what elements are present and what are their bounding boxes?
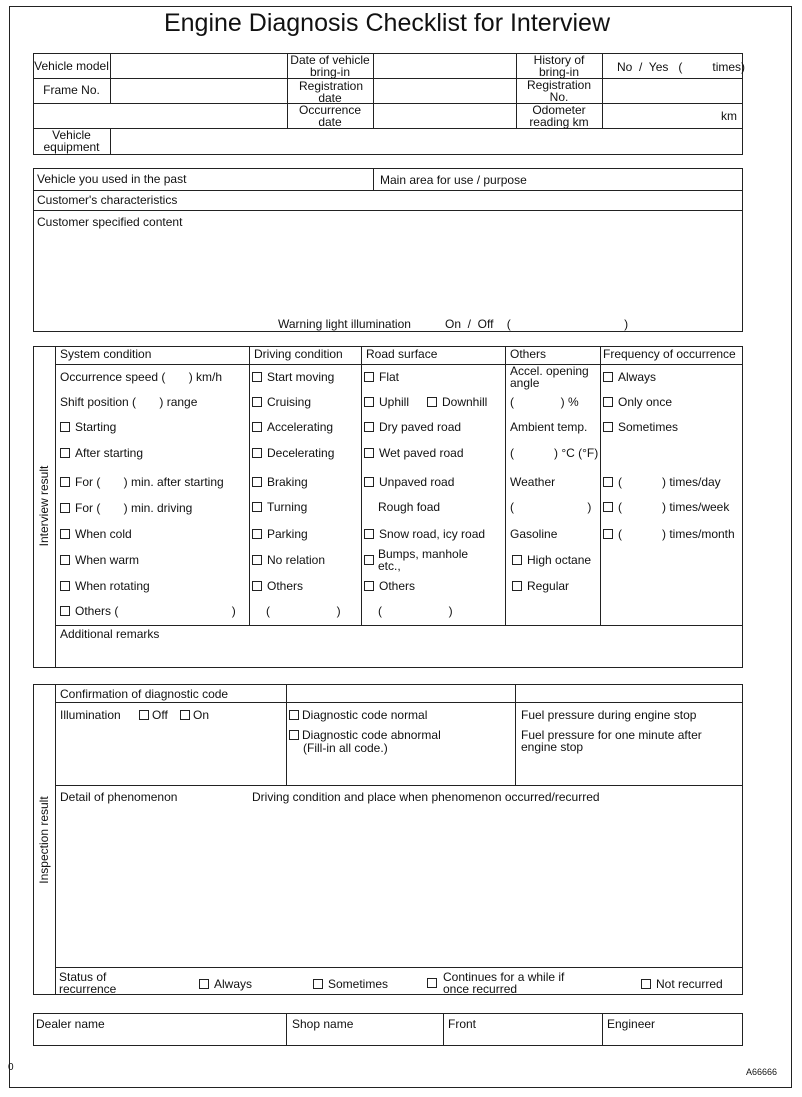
- registration-no-label: Registration No.: [526, 78, 592, 104]
- checkbox[interactable]: [641, 979, 651, 989]
- ambient-temp-value: ( ) °C (°F): [510, 446, 599, 460]
- checkbox[interactable]: [603, 397, 613, 407]
- checkbox[interactable]: [252, 372, 262, 382]
- occurrence-speed: Occurrence speed ( ) km/h: [60, 370, 223, 384]
- checkbox[interactable]: [603, 422, 613, 432]
- checkbox[interactable]: [60, 555, 70, 565]
- option-unpaved[interactable]: Unpaved road: [364, 476, 454, 489]
- engineer-label: Engineer: [607, 1017, 656, 1031]
- accel-opening-label: Accel. opening angle: [510, 364, 589, 390]
- option-min-after-starting[interactable]: For ( ) min. after starting: [60, 476, 224, 489]
- option-downhill[interactable]: Downhill: [427, 396, 487, 409]
- option-sometimes[interactable]: Sometimes: [603, 421, 678, 434]
- confirmation-label: Confirmation of diagnostic code: [60, 687, 229, 701]
- option-turning[interactable]: Turning: [252, 501, 307, 514]
- illumination-label: Illumination: [60, 708, 121, 722]
- option-accelerating[interactable]: Accelerating: [252, 421, 333, 434]
- option-start-moving[interactable]: Start moving: [252, 371, 334, 384]
- checkbox[interactable]: [364, 529, 374, 539]
- checkbox[interactable]: [289, 730, 299, 740]
- vehicle-equipment-label: Vehicle equipment: [43, 128, 100, 154]
- history-value: No / Yes ( times): [617, 60, 746, 74]
- option-times-day[interactable]: ( ) times/day: [603, 476, 721, 489]
- header-others: Others: [510, 347, 547, 361]
- checkbox[interactable]: [364, 372, 374, 382]
- option-only-once[interactable]: Only once: [603, 396, 672, 409]
- option-driving-others[interactable]: Others: [252, 580, 303, 593]
- checkbox[interactable]: [252, 448, 262, 458]
- frame-no-label: Frame No.: [43, 83, 100, 97]
- road-others-blank: ( ): [378, 604, 453, 618]
- checkbox[interactable]: [427, 978, 437, 988]
- warning-light-value: On / Off ( ): [445, 317, 629, 331]
- warning-light-label: Warning light illumination: [278, 317, 411, 331]
- option-flat[interactable]: Flat: [364, 371, 399, 384]
- option-not-recurred[interactable]: Not recurred: [641, 978, 723, 991]
- checkbox[interactable]: [252, 502, 262, 512]
- checkbox[interactable]: [60, 422, 70, 432]
- option-regular[interactable]: Regular: [512, 580, 569, 593]
- km-unit: km: [721, 109, 737, 123]
- option-starting[interactable]: Starting: [60, 421, 116, 434]
- edge-mark: 0: [8, 1062, 14, 1073]
- fill-in-note: (Fill-in all code.): [303, 741, 388, 755]
- fuel-stop-label: Fuel pressure during engine stop: [521, 708, 697, 722]
- detail-phenomenon-label: Detail of phenomenon: [60, 790, 178, 804]
- option-uphill[interactable]: Uphill: [364, 396, 409, 409]
- checkbox[interactable]: [60, 606, 70, 616]
- inspection-side-label: Inspection result: [37, 796, 51, 884]
- vehicle-past-label: Vehicle you used in the past: [37, 172, 187, 186]
- option-always[interactable]: Always: [603, 371, 656, 384]
- odometer-label: Odometer reading km: [529, 103, 589, 129]
- front-label: Front: [448, 1017, 477, 1031]
- option-braking[interactable]: Braking: [252, 476, 308, 489]
- option-no-relation[interactable]: No relation: [252, 554, 325, 567]
- accel-opening-value: ( ) %: [510, 395, 579, 409]
- option-after-starting[interactable]: After starting: [60, 447, 143, 460]
- option-code-abnormal[interactable]: Diagnostic code abnormal: [289, 729, 441, 742]
- option-when-cold[interactable]: When cold: [60, 528, 132, 541]
- option-code-normal[interactable]: Diagnostic code normal: [289, 709, 427, 722]
- driving-others-blank: ( ): [266, 604, 341, 618]
- date-bring-in-label: Date of vehicle bring-in: [290, 53, 370, 79]
- driving-place-label: Driving condition and place when phenomenon occurred/recurred: [252, 790, 600, 804]
- additional-remarks-label: Additional remarks: [60, 627, 160, 641]
- option-parking[interactable]: Parking: [252, 528, 308, 541]
- option-bumps[interactable]: Bumps, manhole etc.,: [364, 548, 494, 572]
- checkbox[interactable]: [252, 477, 262, 487]
- checkbox[interactable]: [364, 581, 374, 591]
- ambient-temp-label: Ambient temp.: [510, 420, 588, 434]
- option-when-rotating[interactable]: When rotating: [60, 580, 150, 593]
- option-road-others[interactable]: Others: [364, 580, 415, 593]
- checkbox[interactable]: [199, 979, 209, 989]
- header-frequency: Frequency of occurrence: [603, 347, 736, 361]
- main-area-label: Main area for use / purpose: [380, 173, 527, 187]
- checkbox[interactable]: [603, 372, 613, 382]
- header-driving-condition: Driving condition: [254, 347, 343, 361]
- checkbox[interactable]: [364, 477, 374, 487]
- checkbox[interactable]: [364, 397, 374, 407]
- customer-characteristics-label: Customer's characteristics: [37, 193, 178, 207]
- registration-date-label: Registration date: [299, 79, 364, 105]
- checkbox[interactable]: [180, 710, 190, 720]
- weather-value: ( ): [510, 500, 592, 514]
- checkbox[interactable]: [427, 397, 437, 407]
- figure-code: A66666: [746, 1067, 778, 1077]
- checkbox[interactable]: [603, 529, 613, 539]
- option-times-week[interactable]: ( ) times/week: [603, 501, 729, 514]
- option-decelerating[interactable]: Decelerating: [252, 447, 334, 460]
- rough-road-label: Rough foad: [378, 500, 441, 514]
- option-illumination-on[interactable]: On: [180, 709, 209, 722]
- option-dry-paved[interactable]: Dry paved road: [364, 421, 461, 434]
- checkbox[interactable]: [313, 979, 323, 989]
- option-snow-road[interactable]: Snow road, icy road: [364, 528, 485, 541]
- checkbox[interactable]: [252, 397, 262, 407]
- option-system-others[interactable]: Others ( ): [60, 605, 236, 618]
- checkbox[interactable]: [364, 555, 374, 565]
- option-times-month[interactable]: ( ) times/month: [603, 528, 735, 541]
- page-title: Engine Diagnosis Checklist for Interview: [163, 9, 611, 37]
- checkbox[interactable]: [512, 555, 522, 565]
- checkbox[interactable]: [364, 448, 374, 458]
- checkbox[interactable]: [289, 710, 299, 720]
- option-recur-sometimes[interactable]: Sometimes: [313, 978, 388, 991]
- checkbox[interactable]: [60, 581, 70, 591]
- status-recurrence-label: Status of recurrence: [59, 970, 117, 996]
- dealer-name-label: Dealer name: [36, 1017, 105, 1031]
- checkbox[interactable]: [139, 710, 149, 720]
- option-wet-paved[interactable]: Wet paved road: [364, 447, 464, 460]
- option-recur-continues[interactable]: Continues for a while if once recurred: [427, 971, 567, 995]
- option-min-driving[interactable]: For ( ) min. driving: [60, 502, 192, 515]
- customer-content-label: Customer specified content: [37, 215, 183, 229]
- fuel-minute-label: Fuel pressure for one minute after engine stop: [521, 728, 702, 754]
- gasoline-label: Gasoline: [510, 527, 558, 541]
- vehicle-model-label: Vehicle model: [34, 59, 109, 73]
- shift-position: Shift position ( ) range: [60, 395, 198, 409]
- checkbox[interactable]: [364, 422, 374, 432]
- checkbox[interactable]: [603, 502, 613, 512]
- interview-side-label: Interview result: [37, 465, 51, 547]
- shop-name-label: Shop name: [292, 1017, 354, 1031]
- checkbox[interactable]: [60, 448, 70, 458]
- checkbox[interactable]: [252, 422, 262, 432]
- option-when-warm[interactable]: When warm: [60, 554, 139, 567]
- checkbox[interactable]: [603, 477, 613, 487]
- checkbox[interactable]: [252, 529, 262, 539]
- option-cruising[interactable]: Cruising: [252, 396, 311, 409]
- checkbox[interactable]: [60, 503, 70, 513]
- history-bring-in-label: History of bring-in: [533, 53, 585, 79]
- checkbox[interactable]: [252, 555, 262, 565]
- option-recur-always[interactable]: Always: [199, 978, 252, 991]
- checkbox[interactable]: [512, 581, 522, 591]
- option-high-octane[interactable]: High octane: [512, 554, 591, 567]
- header-system-condition: System condition: [60, 347, 152, 361]
- occurrence-date-label: Occurrence date: [298, 103, 362, 129]
- option-illumination-off[interactable]: Off: [139, 709, 168, 722]
- checkbox[interactable]: [60, 477, 70, 487]
- checkbox[interactable]: [252, 581, 262, 591]
- weather-label: Weather: [510, 475, 556, 489]
- checkbox[interactable]: [60, 529, 70, 539]
- header-road-surface: Road surface: [366, 347, 438, 361]
